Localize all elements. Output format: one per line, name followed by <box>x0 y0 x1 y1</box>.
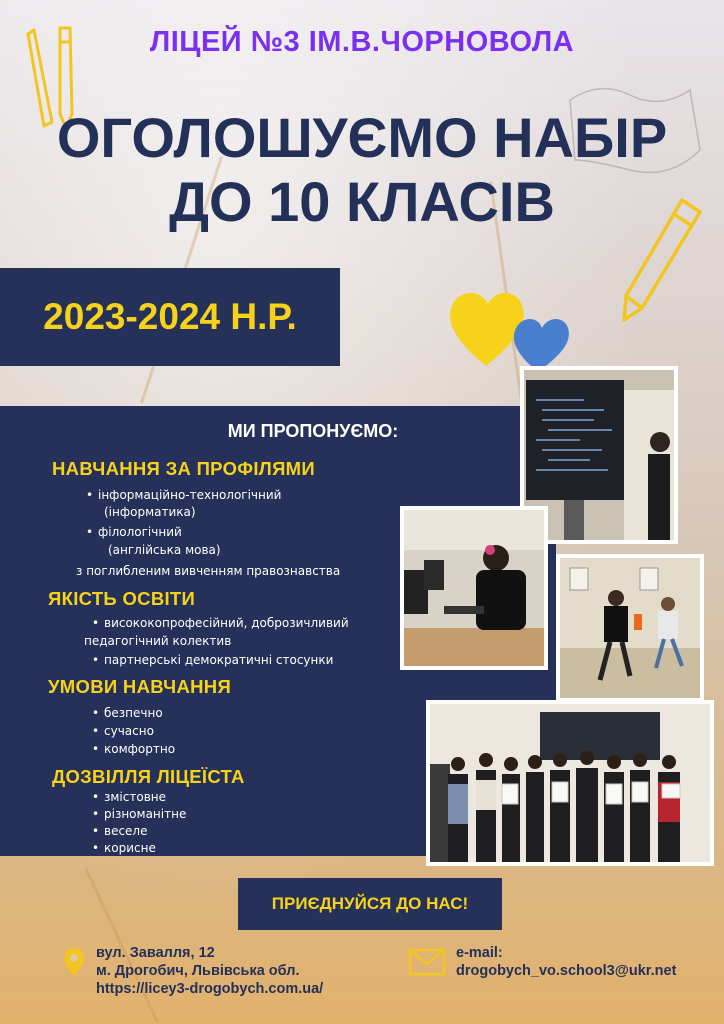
join-us-label: ПРИЄДНУЙСЯ ДО НАС! <box>271 894 469 913</box>
list-item: • сучасно <box>92 724 154 738</box>
list-item: • безпечно <box>92 706 163 720</box>
list-item: • різноманітне <box>92 807 187 821</box>
headline-line-2: ДО 10 КЛАСІВ <box>169 170 555 233</box>
year-banner <box>0 268 340 366</box>
section-heading-conditions: УМОВИ НАВЧАННЯ <box>48 676 232 697</box>
list-item: педагогічний колектив <box>84 634 232 648</box>
offer-title: МИ ПРОПОНУЄМО: <box>227 421 399 441</box>
list-item: • філологічний <box>86 525 182 539</box>
map-pin-icon <box>62 946 86 978</box>
email-link[interactable]: drogobych_vo.school3@ukr.net <box>456 963 677 979</box>
list-item: • інформаційно-технологічний <box>86 488 282 502</box>
list-item: (інформатика) <box>104 505 196 519</box>
email-block <box>456 944 676 980</box>
section-heading-profiles: НАВЧАННЯ ЗА ПРОФІЛЯМИ <box>52 458 315 479</box>
photo-gym-activity <box>556 554 704 702</box>
list-item: • змістовне <box>92 790 166 804</box>
headline-line-1: ОГОЛОШУЄМО НАБІР <box>56 106 668 169</box>
list-item: • веселе <box>92 824 148 838</box>
photo-group-certificates <box>426 700 714 866</box>
headline <box>0 106 724 234</box>
join-us-button[interactable] <box>238 878 502 930</box>
photo-students-computers <box>400 506 548 670</box>
section-heading-leisure: ДОЗВІЛЛЯ ЛІЦЕЇСТА <box>52 766 245 787</box>
list-item: • корисне <box>92 841 156 855</box>
academic-year: 2023-2024 Н.Р. <box>43 296 297 337</box>
address-block <box>96 944 323 998</box>
address-street: вул. Завалля, 12 <box>96 945 215 961</box>
section-heading-quality: ЯКІСТЬ ОСВІТИ <box>48 588 196 609</box>
school-name: ЛІЦЕЙ №3 ІМ.В.ЧОРНОВОЛА <box>149 26 575 58</box>
list-item: • комфортно <box>92 742 176 756</box>
envelope-icon <box>408 948 446 976</box>
list-item: • партнерські демократичні стосунки <box>92 653 334 667</box>
address-city: м. Дрогобич, Львівська обл. <box>96 963 300 979</box>
list-item: (англійська мова) <box>108 543 221 557</box>
website-link[interactable]: https://licey3-drogobych.com.ua/ <box>96 981 324 997</box>
email-label: e-mail: <box>456 945 503 961</box>
list-item: • висококопрофесійний, доброзичливий <box>92 616 349 630</box>
hearts-icon <box>446 284 576 376</box>
list-item: з поглибленим вивченням правознавства <box>76 564 341 578</box>
